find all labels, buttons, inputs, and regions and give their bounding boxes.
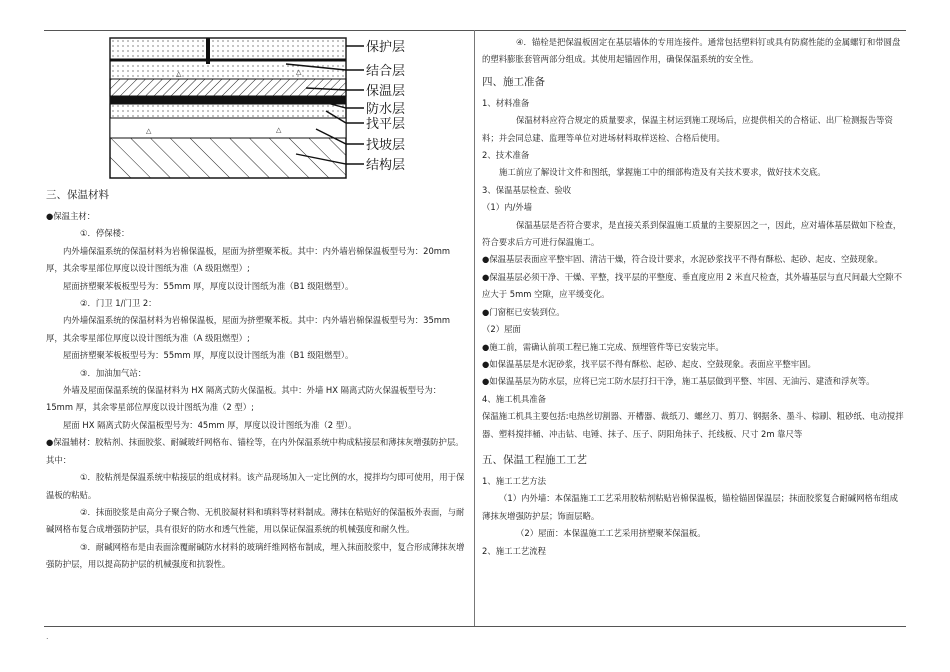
layer-bonding xyxy=(110,61,346,79)
paragraph: 保温材料应符合规定的质量要求，保温主材运到施工现场后，应提供相关的合格证、出厂检测报告等资料；并会同总建、监理等单位对进场材料取样送检、合格后使用。 xyxy=(482,115,893,143)
layer-leveling xyxy=(110,104,346,118)
label-bonding: 结合层 xyxy=(366,64,406,79)
label-structure: 结构层 xyxy=(366,158,406,173)
paragraph: ●保温辅材：胶粘剂、抹面胶浆、耐碱玻纤网格布、锚栓等，在内外保温系统中构成粘接层和薄抹灰增强防护层。其中： xyxy=(46,437,464,465)
label-insulation: 保温层 xyxy=(366,84,406,99)
paragraph: 2、施工工艺流程 xyxy=(482,545,546,556)
label-slope: 找坡层 xyxy=(366,138,406,153)
paragraph: 屋面挤塑聚苯板板型号为：55mm 厚，厚度以设计图纸为准（B1 级阻燃型）。 xyxy=(63,350,354,361)
paragraph: 3、保温基层检查、验收 xyxy=(482,184,572,195)
paragraph: 施工前应了解设计文件和图纸，掌握施工中的细部构造及有关技术要求，做好技术交底。 xyxy=(499,167,826,178)
left-text-flow xyxy=(46,182,466,574)
header-rule xyxy=(44,30,906,31)
paragraph: ②．门卫 1/门卫 2： xyxy=(80,298,157,309)
paragraph: 保温施工机具主要包括:电热丝切割器、开槽器、裁纸刀、螺丝刀、剪刀、钢据条、墨斗、棕刷、粗砂纸、电动搅拌器、塑料搅拌桶、冲击钻、电锤、抹子、压子、阴阳角抹子、托线板、尺寸 2m 靠尺等 xyxy=(482,411,904,439)
paragraph: 2、技术准备 xyxy=(482,150,530,161)
paragraph: ④．锚栓是把保温板固定在基层墙体的专用连接件。通常包括塑料钉或具有防腐性能的金属螺钉和带圆盘的塑料膨胀套管两部分组成。其使用起锚固作用，确保保温系统的安全性。 xyxy=(482,37,901,65)
layer-protection xyxy=(110,38,346,60)
paragraph: ③．加油加气站： xyxy=(80,367,147,378)
paragraph: 内外墙保温系统的保温材料为岩棉保温板，屋面为挤塑聚苯板。其中：内外墙岩棉保温板型号为：20mm 厚，其余零星部位厚度以设计图纸为准（A 级阻燃型）; xyxy=(46,245,451,274)
right-text-flow xyxy=(482,34,906,560)
paragraph: ①．胶粘剂是保温系统中粘接层的组成材料。该产品现场加入一定比例的水，搅拌均匀即可使用，用于保温板的粘贴。 xyxy=(46,472,465,500)
paragraph: ●保温基层表面应平整牢固、清洁干燥，符合设计要求，水泥砂浆找平不得有酥松、起砂、起皮、空鼓现象。 xyxy=(482,254,883,265)
paragraph: ②．抹面胶浆是由高分子聚合物、无机胶凝材料和填料等材料制成。薄抹在粘贴好的保温板外表面，与耐碱网格布复合成增强防护层，具有很好的防水和透气性能，用以保证保温系统的机械强度和耐久性。 xyxy=(46,506,465,535)
layer-structure xyxy=(110,138,346,178)
paragraph: ●如保温基层为防水层，应将已完工防水层打扫干净，施工基层做到平整、牢固、无油污、建渣和浮灰等。 xyxy=(482,376,875,387)
right-column xyxy=(482,34,906,560)
paragraph: 屋面 HX 隔离式防火保温板型号为：45mm 厚，厚度以设计图纸为准（2 型）。 xyxy=(63,419,357,430)
label-waterproof: 防水层 xyxy=(366,102,406,117)
paragraph: ●保温主材： xyxy=(46,211,96,221)
paragraph: 1、材料准备 xyxy=(482,97,530,108)
paragraph: 外墙及屋面保温系统的保温材料为 HX 隔离式防火保温板。其中：外墙 HX 隔离式防火保温板型号为：15mm 厚，其余零星部位厚度以设计图纸为准（2 型）; xyxy=(46,385,442,413)
column-divider xyxy=(474,30,475,626)
layer-waterproof xyxy=(110,96,346,104)
page-mark: . xyxy=(46,632,49,641)
paragraph: 1、施工工艺方法 xyxy=(482,475,546,486)
paragraph: 4、施工机具准备 xyxy=(482,393,546,404)
paragraph: （1）内外墙：本保温施工工艺采用胶粘剂粘贴岩棉保温板，锚栓锚固保温层；抹面胶浆复合耐碱网格布组成薄抹灰增强防护层；饰面层略。 xyxy=(482,493,898,521)
paragraph: （2）屋面 xyxy=(482,324,521,335)
paragraph: ●如保温基层是水泥砂浆，找平层不得有酥松、起砂、起皮、空鼓现象。表面应平整牢固。 xyxy=(482,358,816,369)
layer-diagram-svg xyxy=(46,34,466,182)
svg-text:△: △ xyxy=(146,127,152,135)
section-heading: 三、保温材料 xyxy=(46,189,109,201)
layer-diagram xyxy=(46,34,466,182)
paragraph: ●门窗框已安装到位。 xyxy=(482,306,565,317)
joint-post xyxy=(206,38,210,64)
paragraph: ①．停保楼： xyxy=(80,228,130,239)
paragraph: ●施工前，需确认前项工程已施工完成、预埋管件等已安装完毕。 xyxy=(482,341,724,352)
label-protection: 保护层 xyxy=(366,40,406,55)
footer-rule xyxy=(44,626,906,627)
paragraph: 内外墙保温系统的保温材料为岩棉保温板，屋面为挤塑聚苯板。其中：内外墙岩棉保温板型号为：35mm 厚，其余零星部位厚度以设计图纸为准（A 级阻燃型）; xyxy=(46,315,451,343)
paragraph: （2）屋面：本保温施工工艺采用挤塑聚苯保温板。 xyxy=(516,528,706,539)
label-leveling: 找平层 xyxy=(366,117,406,132)
left-column xyxy=(46,34,466,574)
layer-insulation xyxy=(110,79,346,96)
section-heading: 五、保温工程施工工艺 xyxy=(482,453,587,466)
paragraph: 保温基层是否符合要求，是直接关系到保温施工质量的主要原因之一，因此，应对墙体基层做如下检查，符合要求后方可进行保温施工。 xyxy=(482,219,902,248)
paragraph: （1）内/外墙 xyxy=(482,202,533,213)
paragraph: ③．耐碱网格布是由表面涂覆耐碱防水材料的玻璃纤维网格布制成，埋入抹面胶浆中，复合形成薄抹灰增强防护层，用以提高防护层的机械强度和抗裂性。 xyxy=(46,541,465,570)
svg-text:△: △ xyxy=(296,68,302,76)
paragraph: 屋面挤塑聚苯板板型号为：55mm 厚，厚度以设计图纸为准（B1 级阻燃型）。 xyxy=(63,280,354,291)
section-heading: 四、施工准备 xyxy=(482,75,545,88)
paragraph: ●保温基层必须干净、干燥、平整，找平层的平整度、垂直度应用 2 米直尺检查，其外墙基层与直尺间最大空隙不应大于 5mm 空隙，应平缓变化。 xyxy=(482,271,902,300)
svg-text:△: △ xyxy=(176,70,182,78)
svg-text:△: △ xyxy=(276,126,282,134)
